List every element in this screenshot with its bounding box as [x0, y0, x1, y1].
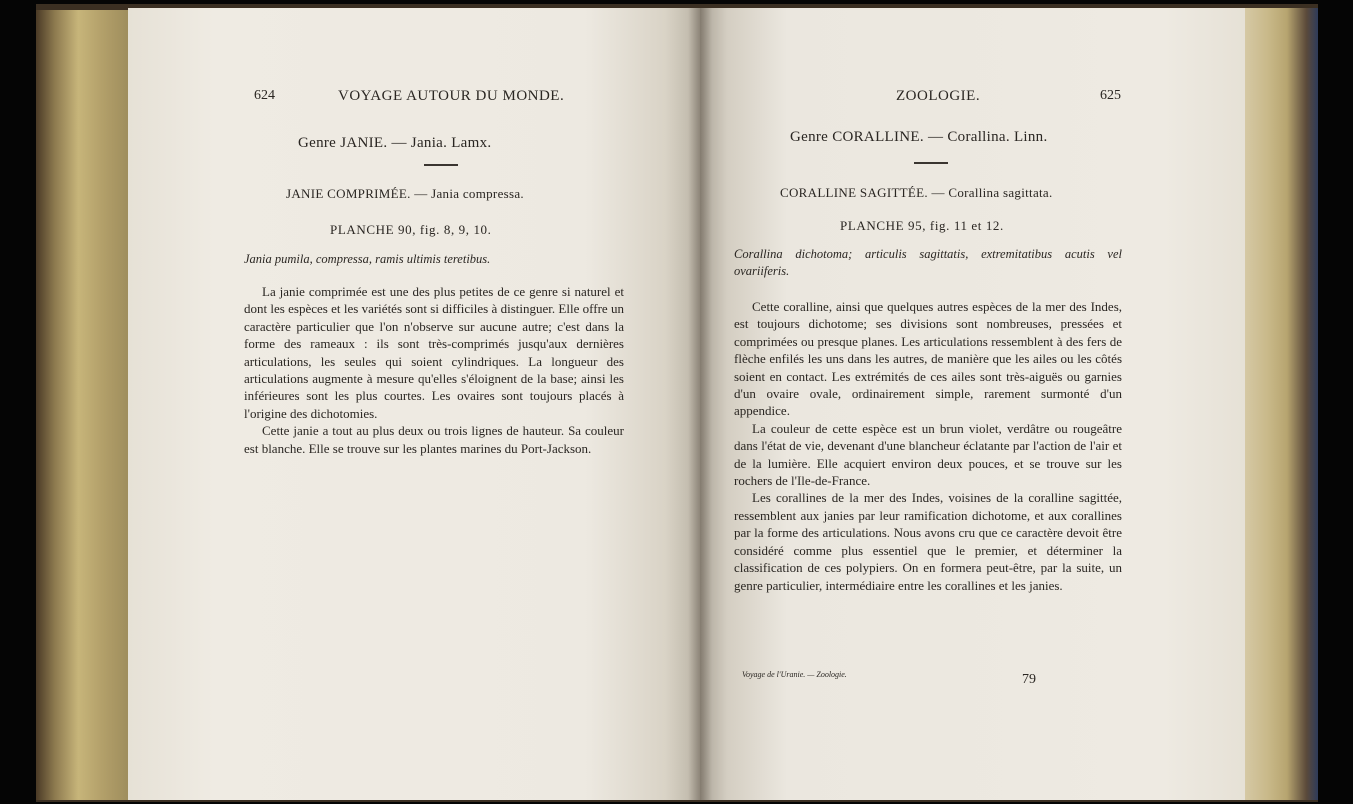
genus-heading: Genre CORALLINE. — Corallina. Linn. — [790, 129, 1048, 145]
signature-mark: 79 — [1022, 672, 1036, 687]
species-heading: CORALLINE SAGITTÉE. — Corallina sagittata. — [780, 185, 1053, 200]
page-number: 625 — [1100, 88, 1121, 103]
body-text — [244, 283, 624, 457]
paragraph: Cette coralline, ainsi que quelques autres espèces de la mer des Indes, est toujours dichotome; ses divisions sont nombreuses, pressées et comprimées ou presque planes. Les articulations ressemblent à des fers de flèche enfilés les uns dans les autres, de manière que les ailes ou les côtés soient en contact. Les extrémités de ces ailes sont très-aiguës ou garnies d'un ovaire ovale, ordinairement simple, rarement surmonté d'un appendice. — [734, 299, 1122, 419]
running-head: VOYAGE AUTOUR DU MONDE. — [338, 88, 565, 104]
right-page — [700, 8, 1245, 800]
paragraph: La couleur de cette espèce est un brun violet, verdâtre ou rougeâtre dans l'état de vie, devenant d'une blancheur éclatante par l'action de l'air et de la lumière. Elle acquiert environ deux pouces, et se trouve sur les rochers de l'Ile-de-France. — [734, 420, 1122, 489]
paragraph: Cette janie a tout au plus deux ou trois lignes de hauteur. Sa couleur est blanche. Elle se trouve sur les plantes marines du Port-Jackson. — [244, 423, 624, 456]
species-heading: JANIE COMPRIMÉE. — Jania compressa. — [286, 186, 524, 201]
genus-heading: Genre JANIE. — Jania. Lamx. — [298, 135, 492, 151]
plate-reference: PLANCHE 90, fig. 8, 9, 10. — [330, 222, 492, 237]
book-gutter — [688, 8, 712, 800]
latin-diagnosis: Jania pumila, compressa, ramis ultimis teretibus. — [244, 252, 491, 266]
divider-rule — [914, 162, 948, 164]
footer-signature-line: Voyage de l'Uranie. — Zoologie. — [742, 670, 847, 679]
paragraph: La janie comprimée est une des plus petites de ce genre si naturel et dont les espèces et les variétés sont si difficiles à distinguer. Elle offre un caractère particulier que l'on n'observe sur aucune autre; c'est dans la forme des rameaux : ils sont très-comprimés jusqu'aux dernières articulations, les seules qui soient cylindriques. La longueur des articulations augmente à mesure qu'elles s'éloignent de la base; ainsi les inférieures sont les plus courtes. Les ovaires sont toujours placés à l'origine des dichotomies. — [244, 284, 624, 421]
page-edges-left — [36, 10, 130, 800]
divider-rule — [424, 164, 458, 166]
body-text — [734, 298, 1122, 594]
latin-diagnosis: Corallina dichotoma; articulis sagittatis, extremitatibus acutis vel ovariiferis. — [734, 247, 1122, 278]
page-edges-right — [1240, 8, 1318, 800]
left-page — [128, 8, 700, 800]
running-head: ZOOLOGIE. — [896, 88, 981, 104]
paragraph: Les corallines de la mer des Indes, voisines de la coralline sagittée, ressemblent aux janies par leur ramification dichotome, et aux corallines par la forme des articulations. Nous avons cru que ce caractère devoit être considéré comme plus essentiel que le premier, et déterminer la classification de ces polypiers. On en formera peut-être, par la suite, un genre particulier, intermédiaire entre les corallines et les janies. — [734, 490, 1122, 593]
page-number: 624 — [254, 88, 275, 103]
plate-reference: PLANCHE 95, fig. 11 et 12. — [840, 218, 1004, 233]
